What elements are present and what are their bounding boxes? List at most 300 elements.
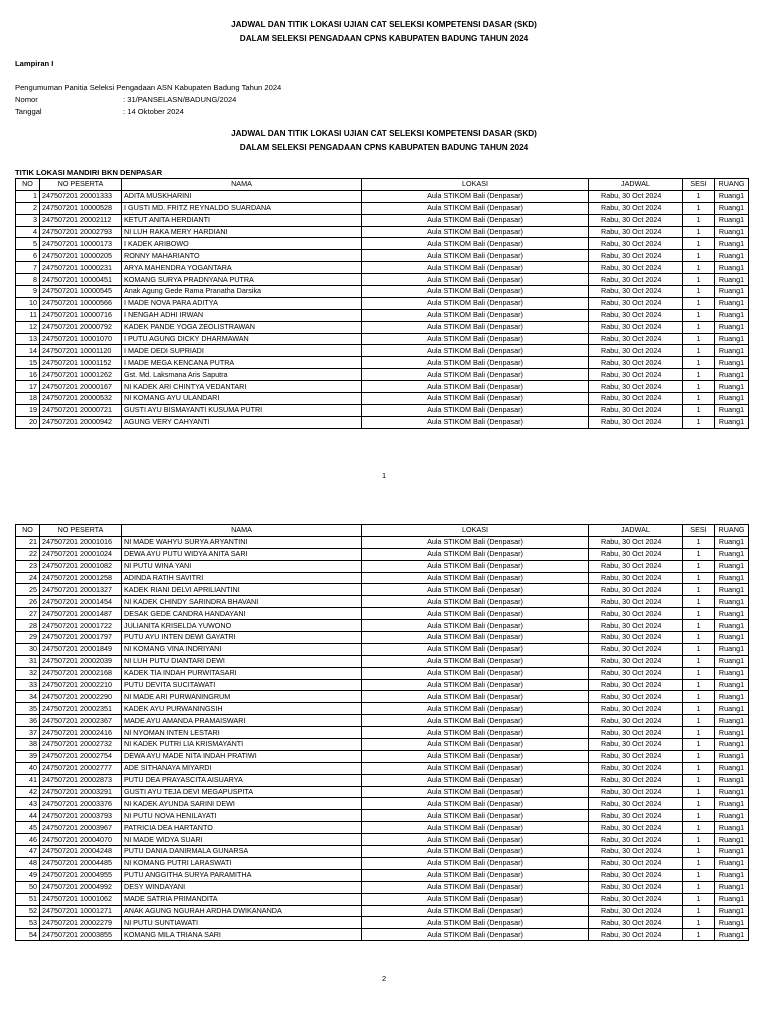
table-row [16,333,749,345]
cell-jadwal: Rabu, 30 Oct 2024 [589,632,683,644]
col-header-sesi: SESI [683,525,715,537]
cell-sesi: 1 [683,381,715,393]
table-row [16,715,749,727]
cell-nama: NI KADEK CHINDY SARINDRA BHAVANI [122,596,362,608]
cell-lokasi: Aula STIKOM Bali (Denpasar) [362,857,589,869]
cell-jadwal: Rabu, 30 Oct 2024 [589,834,683,846]
cell-no: 13 [16,333,40,345]
tanggal-label: Tanggal [15,107,42,116]
nomor-label: Nomor [15,95,38,104]
cell-ruang: Ruang1 [715,250,749,262]
cell-no-peserta: 247507201 20001797 [40,632,122,644]
cell-no: 52 [16,905,40,917]
cell-ruang: Ruang1 [715,226,749,238]
cell-lokasi: Aula STIKOM Bali (Denpasar) [362,905,589,917]
cell-no-peserta: 247507201 20001849 [40,643,122,655]
cell-ruang: Ruang1 [715,667,749,679]
col-header-ruang: RUANG [715,179,749,191]
cell-no-peserta: 247507201 20002793 [40,226,122,238]
cell-no-peserta: 247507201 20001487 [40,608,122,620]
cell-sesi: 1 [683,321,715,333]
cell-lokasi: Aula STIKOM Bali (Denpasar) [362,202,589,214]
cell-sesi: 1 [683,869,715,881]
cell-lokasi: Aula STIKOM Bali (Denpasar) [362,226,589,238]
cell-sesi: 1 [683,929,715,941]
cell-ruang: Ruang1 [715,620,749,632]
cell-nama: I PUTU AGUNG DICKY DHARMAWAN [122,333,362,345]
cell-no-peserta: 247507201 20000942 [40,416,122,428]
col-header-nama: NAMA [122,525,362,537]
cell-jadwal: Rabu, 30 Oct 2024 [589,548,683,560]
cell-lokasi: Aula STIKOM Bali (Denpasar) [362,739,589,751]
cell-lokasi: Aula STIKOM Bali (Denpasar) [362,345,589,357]
cell-no: 53 [16,917,40,929]
cell-jadwal: Rabu, 30 Oct 2024 [589,536,683,548]
table-row [16,596,749,608]
cell-lokasi: Aula STIKOM Bali (Denpasar) [362,655,589,667]
cell-nama: ADE SITHANAYA MIYARDI [122,762,362,774]
cell-jadwal: Rabu, 30 Oct 2024 [589,393,683,405]
cell-sesi: 1 [683,834,715,846]
table-row [16,309,749,321]
cell-nama: DEWA AYU PUTU WIDYA ANITA SARI [122,548,362,560]
cell-jadwal: Rabu, 30 Oct 2024 [589,297,683,309]
cell-lokasi: Aula STIKOM Bali (Denpasar) [362,297,589,309]
nomor-value: : 31/PANSELASN/BADUNG/2024 [123,95,237,104]
cell-lokasi: Aula STIKOM Bali (Denpasar) [362,727,589,739]
cell-no: 40 [16,762,40,774]
cell-ruang: Ruang1 [715,810,749,822]
table-row [16,345,749,357]
table-row [16,822,749,834]
cell-no: 12 [16,321,40,333]
cell-jadwal: Rabu, 30 Oct 2024 [589,727,683,739]
cell-no-peserta: 247507201 20001722 [40,620,122,632]
cell-sesi: 1 [683,620,715,632]
cell-sesi: 1 [683,190,715,202]
cell-jadwal: Rabu, 30 Oct 2024 [589,869,683,881]
cell-sesi: 1 [683,679,715,691]
cell-nama: NI MADE WAHYU SURYA ARYANTINI [122,536,362,548]
cell-jadwal: Rabu, 30 Oct 2024 [589,762,683,774]
cell-ruang: Ruang1 [715,774,749,786]
cell-no-peserta: 247507201 20002279 [40,917,122,929]
cell-jadwal: Rabu, 30 Oct 2024 [589,810,683,822]
cell-sesi: 1 [683,333,715,345]
cell-lokasi: Aula STIKOM Bali (Denpasar) [362,810,589,822]
cell-nama: KOMANG MILA TRIANA SARI [122,929,362,941]
col-header-jadwal: JADWAL [589,179,683,191]
cell-no-peserta: 247507201 20002732 [40,739,122,751]
cell-jadwal: Rabu, 30 Oct 2024 [589,226,683,238]
cell-no-peserta: 247507201 20001258 [40,572,122,584]
cell-ruang: Ruang1 [715,643,749,655]
cell-sesi: 1 [683,536,715,548]
cell-ruang: Ruang1 [715,834,749,846]
cell-no: 11 [16,309,40,321]
cell-nama: KETUT ANITA HERDIANTI [122,214,362,226]
cell-no-peserta: 247507201 20001082 [40,560,122,572]
cell-sesi: 1 [683,393,715,405]
table-row [16,739,749,751]
cell-nama: NI KOMANG PUTRI LARASWATI [122,857,362,869]
cell-no-peserta: 247507201 10000545 [40,286,122,298]
cell-jadwal: Rabu, 30 Oct 2024 [589,333,683,345]
cell-ruang: Ruang1 [715,632,749,644]
cell-ruang: Ruang1 [715,917,749,929]
cell-nama: NI MADE ARI PURWANINGRUM [122,691,362,703]
cell-nama: NI KADEK ARI CHINTYA VEDANTARI [122,381,362,393]
cell-no-peserta: 247507201 20001454 [40,596,122,608]
table-row [16,393,749,405]
cell-jadwal: Rabu, 30 Oct 2024 [589,345,683,357]
cell-sesi: 1 [683,608,715,620]
cell-jadwal: Rabu, 30 Oct 2024 [589,262,683,274]
cell-lokasi: Aula STIKOM Bali (Denpasar) [362,572,589,584]
cell-jadwal: Rabu, 30 Oct 2024 [589,703,683,715]
cell-nama: PATRICIA DEA HARTANTO [122,822,362,834]
cell-no-peserta: 247507201 10000451 [40,274,122,286]
table-row [16,297,749,309]
cell-nama: RONNY MAHARIANTO [122,250,362,262]
table-header-row [16,525,749,537]
cell-jadwal: Rabu, 30 Oct 2024 [589,798,683,810]
table-row [16,262,749,274]
cell-lokasi: Aula STIKOM Bali (Denpasar) [362,762,589,774]
cell-no-peserta: 247507201 10001062 [40,893,122,905]
cell-ruang: Ruang1 [715,739,749,751]
cell-no-peserta: 247507201 10001152 [40,357,122,369]
cell-no: 42 [16,786,40,798]
cell-no: 54 [16,929,40,941]
table-row [16,620,749,632]
cell-nama: I MADE NOVA PARA ADITYA [122,297,362,309]
table-row [16,643,749,655]
cell-ruang: Ruang1 [715,691,749,703]
cell-sesi: 1 [683,917,715,929]
cell-ruang: Ruang1 [715,560,749,572]
cell-lokasi: Aula STIKOM Bali (Denpasar) [362,596,589,608]
cell-no: 30 [16,643,40,655]
cell-ruang: Ruang1 [715,202,749,214]
cell-ruang: Ruang1 [715,381,749,393]
cell-ruang: Ruang1 [715,893,749,905]
schedule-table-page2 [15,524,749,941]
cell-jadwal: Rabu, 30 Oct 2024 [589,691,683,703]
cell-no: 7 [16,262,40,274]
cell-ruang: Ruang1 [715,214,749,226]
cell-lokasi: Aula STIKOM Bali (Denpasar) [362,786,589,798]
cell-no-peserta: 247507201 20001327 [40,584,122,596]
col-header-ruang: RUANG [715,525,749,537]
cell-lokasi: Aula STIKOM Bali (Denpasar) [362,548,589,560]
cell-nama: NI KOMANG AYU ULANDARI [122,393,362,405]
cell-no: 28 [16,620,40,632]
cell-sesi: 1 [683,798,715,810]
cell-lokasi: Aula STIKOM Bali (Denpasar) [362,881,589,893]
table-header-row [16,179,749,191]
cell-sesi: 1 [683,262,715,274]
cell-nama: DEWA AYU MADE NITA INDAH PRATIWI [122,750,362,762]
cell-nama: NI PUTU NOVA HENILAYATI [122,810,362,822]
cell-jadwal: Rabu, 30 Oct 2024 [589,739,683,751]
col-header-lokasi: LOKASI [362,179,589,191]
col-header-nama: NAMA [122,179,362,191]
cell-nama: PUTU DEVITA SUCITAWATI [122,679,362,691]
table-row [16,560,749,572]
cell-nama: NI KADEK PUTRI LIA KRISMAYANTI [122,739,362,751]
cell-ruang: Ruang1 [715,190,749,202]
cell-sesi: 1 [683,274,715,286]
cell-lokasi: Aula STIKOM Bali (Denpasar) [362,667,589,679]
cell-jadwal: Rabu, 30 Oct 2024 [589,786,683,798]
cell-ruang: Ruang1 [715,238,749,250]
cell-no: 36 [16,715,40,727]
cell-sesi: 1 [683,786,715,798]
cell-lokasi: Aula STIKOM Bali (Denpasar) [362,917,589,929]
table-row [16,703,749,715]
cell-jadwal: Rabu, 30 Oct 2024 [589,774,683,786]
cell-lokasi: Aula STIKOM Bali (Denpasar) [362,404,589,416]
cell-sesi: 1 [683,703,715,715]
cell-no: 50 [16,881,40,893]
cell-nama: PUTU ANGGITHA SURYA PARAMITHA [122,869,362,881]
cell-ruang: Ruang1 [715,596,749,608]
table-row [16,632,749,644]
cell-no: 20 [16,416,40,428]
cell-lokasi: Aula STIKOM Bali (Denpasar) [362,929,589,941]
cell-no: 4 [16,226,40,238]
table-row [16,608,749,620]
cell-lokasi: Aula STIKOM Bali (Denpasar) [362,774,589,786]
cell-jadwal: Rabu, 30 Oct 2024 [589,655,683,667]
cell-jadwal: Rabu, 30 Oct 2024 [589,190,683,202]
col-header-no: NO [16,525,40,537]
table-row [16,917,749,929]
cell-no: 27 [16,608,40,620]
cell-no-peserta: 247507201 20001333 [40,190,122,202]
cell-no: 18 [16,393,40,405]
cell-lokasi: Aula STIKOM Bali (Denpasar) [362,560,589,572]
cell-lokasi: Aula STIKOM Bali (Denpasar) [362,250,589,262]
cell-sesi: 1 [683,202,715,214]
table-row [16,798,749,810]
table-row [16,321,749,333]
cell-ruang: Ruang1 [715,333,749,345]
cell-jadwal: Rabu, 30 Oct 2024 [589,369,683,381]
cell-no-peserta: 247507201 20004992 [40,881,122,893]
cell-nama: PUTU AYU INTEN DEWI GAYATRI [122,632,362,644]
table-row [16,357,749,369]
cell-ruang: Ruang1 [715,869,749,881]
cell-no: 9 [16,286,40,298]
cell-nama: NI LUH RAKA MERY HARDIANI [122,226,362,238]
cell-sesi: 1 [683,560,715,572]
cell-jadwal: Rabu, 30 Oct 2024 [589,250,683,262]
cell-ruang: Ruang1 [715,929,749,941]
cell-no-peserta: 247507201 20002416 [40,727,122,739]
table-row [16,869,749,881]
cell-nama: ADINDA RATIH SAVITRI [122,572,362,584]
cell-jadwal: Rabu, 30 Oct 2024 [589,596,683,608]
cell-sesi: 1 [683,238,715,250]
table-row [16,274,749,286]
cell-no-peserta: 247507201 20000792 [40,321,122,333]
cell-lokasi: Aula STIKOM Bali (Denpasar) [362,822,589,834]
cell-no-peserta: 247507201 20004485 [40,857,122,869]
cell-sesi: 1 [683,632,715,644]
cell-no: 35 [16,703,40,715]
table-row [16,238,749,250]
table-row [16,655,749,667]
cell-lokasi: Aula STIKOM Bali (Denpasar) [362,333,589,345]
cell-jadwal: Rabu, 30 Oct 2024 [589,893,683,905]
cell-ruang: Ruang1 [715,345,749,357]
cell-no-peserta: 247507201 20002039 [40,655,122,667]
tanggal-row [15,106,184,117]
cell-lokasi: Aula STIKOM Bali (Denpasar) [362,274,589,286]
cell-no-peserta: 247507201 10001262 [40,369,122,381]
cell-no-peserta: 247507201 20004248 [40,846,122,858]
cell-no-peserta: 247507201 20002873 [40,774,122,786]
cell-jadwal: Rabu, 30 Oct 2024 [589,560,683,572]
cell-lokasi: Aula STIKOM Bali (Denpasar) [362,190,589,202]
cell-ruang: Ruang1 [715,297,749,309]
cell-jadwal: Rabu, 30 Oct 2024 [589,881,683,893]
cell-sesi: 1 [683,739,715,751]
table-row [16,893,749,905]
cell-no-peserta: 247507201 20002210 [40,679,122,691]
cell-jadwal: Rabu, 30 Oct 2024 [589,822,683,834]
cell-ruang: Ruang1 [715,404,749,416]
cell-no-peserta: 247507201 20004070 [40,834,122,846]
cell-nama: KADEK PANDE YOGA ZEOLISTRAWAN [122,321,362,333]
col-header-no-peserta: NO PESERTA [40,525,122,537]
schedule-table-page1 [15,178,749,429]
cell-ruang: Ruang1 [715,548,749,560]
section-title: TITIK LOKASI MANDIRI BKN DENPASAR [15,168,163,177]
cell-lokasi: Aula STIKOM Bali (Denpasar) [362,846,589,858]
cell-ruang: Ruang1 [715,608,749,620]
cell-no: 41 [16,774,40,786]
cell-no-peserta: 247507201 20003291 [40,786,122,798]
cell-ruang: Ruang1 [715,321,749,333]
cell-lokasi: Aula STIKOM Bali (Denpasar) [362,262,589,274]
cell-no: 44 [16,810,40,822]
table-row [16,548,749,560]
cell-jadwal: Rabu, 30 Oct 2024 [589,202,683,214]
cell-no-peserta: 247507201 10001120 [40,345,122,357]
nomor-row [15,94,236,105]
cell-no: 43 [16,798,40,810]
cell-sesi: 1 [683,774,715,786]
cell-nama: JULIANITA KRISELDA YUWONO [122,620,362,632]
cell-lokasi: Aula STIKOM Bali (Denpasar) [362,608,589,620]
table-row [16,667,749,679]
cell-no: 21 [16,536,40,548]
cell-no-peserta: 247507201 10001271 [40,905,122,917]
table-row [16,881,749,893]
cell-sesi: 1 [683,727,715,739]
cell-sesi: 1 [683,416,715,428]
cell-nama: PUTU DEA PRAYASCITA AISUARYA [122,774,362,786]
cell-lokasi: Aula STIKOM Bali (Denpasar) [362,691,589,703]
table-row [16,404,749,416]
cell-no-peserta: 247507201 20002367 [40,715,122,727]
cell-ruang: Ruang1 [715,727,749,739]
table-row [16,679,749,691]
cell-no-peserta: 247507201 20001016 [40,536,122,548]
cell-nama: GUSTI AYU BISMAYANTI KUSUMA PUTRI [122,404,362,416]
cell-sesi: 1 [683,226,715,238]
cell-no-peserta: 247507201 20002168 [40,667,122,679]
cell-no: 5 [16,238,40,250]
cell-ruang: Ruang1 [715,274,749,286]
page-number-2: 2 [381,974,387,983]
table-row [16,691,749,703]
cell-no: 29 [16,632,40,644]
cell-jadwal: Rabu, 30 Oct 2024 [589,667,683,679]
cell-ruang: Ruang1 [715,655,749,667]
cell-ruang: Ruang1 [715,536,749,548]
cell-no: 48 [16,857,40,869]
cell-ruang: Ruang1 [715,679,749,691]
cell-nama: KADEK TIA INDAH PURWITASARI [122,667,362,679]
cell-sesi: 1 [683,667,715,679]
cell-sesi: 1 [683,905,715,917]
cell-no: 38 [16,739,40,751]
cell-jadwal: Rabu, 30 Oct 2024 [589,620,683,632]
cell-no: 25 [16,584,40,596]
cell-ruang: Ruang1 [715,393,749,405]
cell-nama: KOMANG SURYA PRADNYANA PUTRA [122,274,362,286]
cell-no: 39 [16,750,40,762]
cell-jadwal: Rabu, 30 Oct 2024 [589,750,683,762]
cell-ruang: Ruang1 [715,703,749,715]
table-row [16,584,749,596]
cell-lokasi: Aula STIKOM Bali (Denpasar) [362,750,589,762]
table-row [16,369,749,381]
pengumuman-text: Pengumuman Panitia Seleksi Pengadaan ASN Kabupaten Badung Tahun 2024 [15,83,282,92]
cell-sesi: 1 [683,810,715,822]
cell-jadwal: Rabu, 30 Oct 2024 [589,643,683,655]
cell-jadwal: Rabu, 30 Oct 2024 [589,572,683,584]
table-row [16,381,749,393]
cell-nama: PUTU DANIA DANIRMALA GUNARSA [122,846,362,858]
cell-jadwal: Rabu, 30 Oct 2024 [589,274,683,286]
cell-no: 34 [16,691,40,703]
cell-nama: KADEK AYU PURWANINGSIH [122,703,362,715]
cell-sesi: 1 [683,297,715,309]
cell-no: 3 [16,214,40,226]
col-header-no-peserta: NO PESERTA [40,179,122,191]
table-row [16,572,749,584]
cell-nama: ARYA MAHENDRA YOGANTARA [122,262,362,274]
table-row [16,416,749,428]
cell-no-peserta: 247507201 10000528 [40,202,122,214]
cell-no: 10 [16,297,40,309]
cell-ruang: Ruang1 [715,786,749,798]
cell-sesi: 1 [683,250,715,262]
cell-lokasi: Aula STIKOM Bali (Denpasar) [362,869,589,881]
cell-nama: NI PUTU SUNTIAWATI [122,917,362,929]
table-row [16,857,749,869]
cell-sesi: 1 [683,286,715,298]
cell-sesi: 1 [683,691,715,703]
cell-no: 31 [16,655,40,667]
cell-nama: DESAK GEDE CANDRA HANDAYANI [122,608,362,620]
cell-lokasi: Aula STIKOM Bali (Denpasar) [362,703,589,715]
